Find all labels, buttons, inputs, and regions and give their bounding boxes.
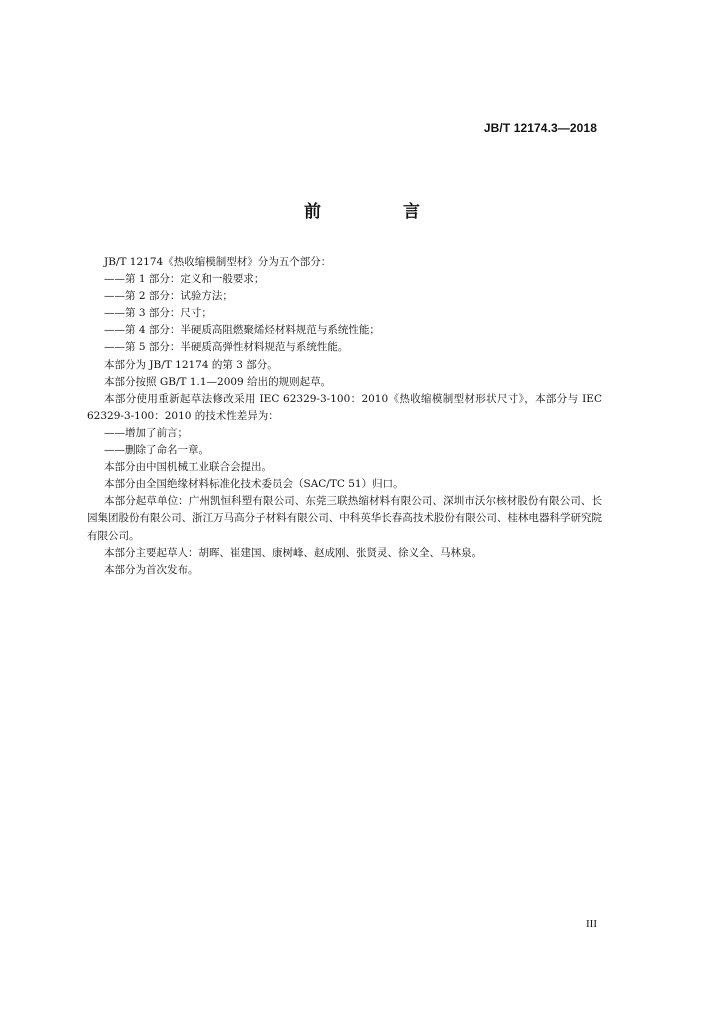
drafting-rules-paragraph: 本部分按照 GB/T 1.1—2009 给出的规则起草。 <box>104 375 332 388</box>
part-list-item: ——第 5 部分：半硬质高弹性材料规范与系统性能。 <box>104 341 349 354</box>
proposed-by-paragraph: 本部分由中国机械工业联合会提出。 <box>104 461 272 474</box>
intro-paragraph: JB/T 12174《热收缩模制型材》分为五个部分： <box>104 256 332 268</box>
centralized-by-paragraph: 本部分由全国绝缘材料标准化技术委员会（SAC/TC 51）归口。 <box>104 478 404 491</box>
part-list-item: ——第 1 部分：定义和一般要求； <box>104 273 265 286</box>
foreword-body <box>87 254 602 579</box>
first-release-paragraph: 本部分为首次发布。 <box>104 563 199 576</box>
drafters-paragraph: 本部分主要起草人：胡晖、崔建国、康树峰、赵成刚、张贤灵、徐义全、马林泉。 <box>104 546 482 559</box>
drafting-units-paragraph: 本部分起草单位：广州凯恒科塑有限公司、东莞三联热缩材料有限公司、深圳市沃尔核材股份有限公司、长园集团股份有限公司、浙江万马高分子材料有限公司、中科英华长春高技术股份有限公司、桂林电器科学研究院有限公司。 <box>87 495 602 542</box>
difference-list-item: ——删除了命名一章。 <box>104 444 209 457</box>
part-list-item: ——第 3 部分：尺寸； <box>104 307 212 320</box>
page-title: 前 言 <box>304 202 458 222</box>
part-list-item: ——第 2 部分：试验方法； <box>104 290 233 303</box>
difference-list-item: ——增加了前言； <box>104 426 188 439</box>
this-part-paragraph: 本部分为 JB/T 12174 的第 3 部分。 <box>104 358 278 371</box>
part-list-item: ——第 4 部分：半硬质高阻燃聚烯烃材料规范与系统性能； <box>104 324 380 337</box>
iec-adoption-paragraph: 本部分使用重新起草法修改采用 IEC 62329-3-100：2010《热收缩模制型材形状尺寸》，本部分与 IEC 62329-3-100：2010 的技术性差异为： <box>87 392 602 422</box>
document-code: JB/T 12174.3—2018 <box>483 121 597 135</box>
page-number: III <box>586 918 597 930</box>
